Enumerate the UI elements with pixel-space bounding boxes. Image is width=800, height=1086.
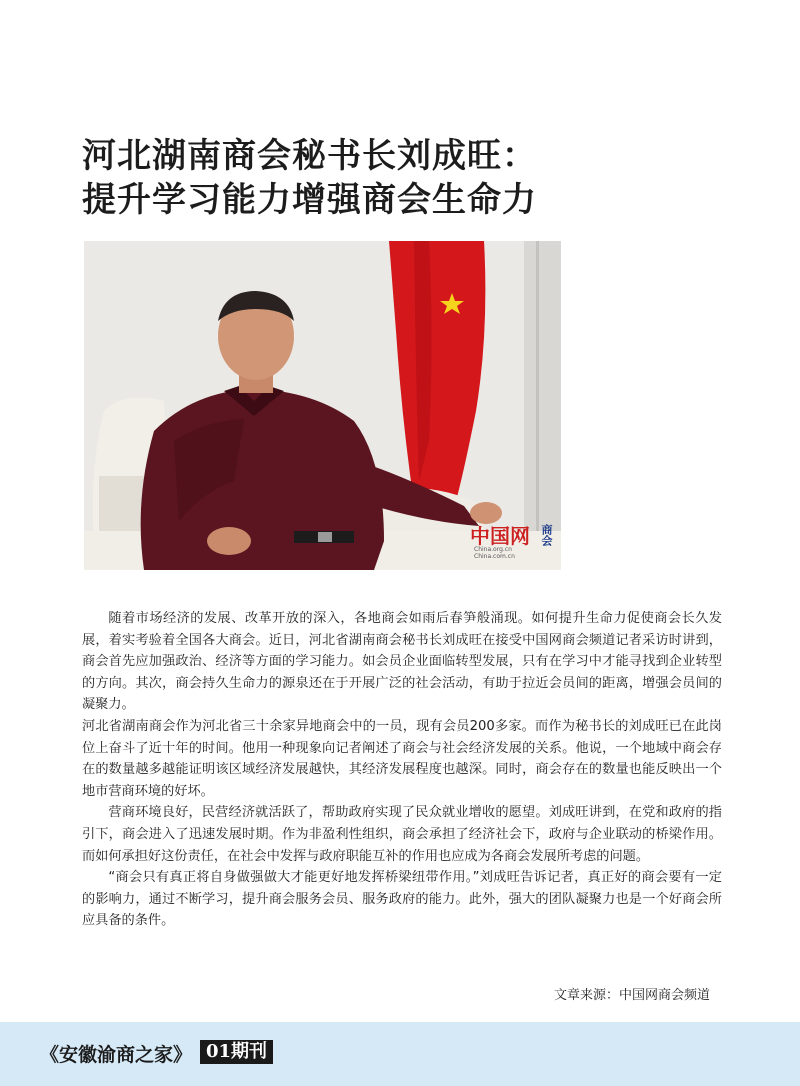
article-body (82, 608, 722, 932)
china-net-watermark (470, 520, 560, 566)
watermark-url-2: China.com.cn (474, 553, 515, 560)
article-source: 文章来源：中国网商会频道 (553, 988, 710, 1003)
page-footer (0, 1022, 800, 1086)
watermark-url-1: China.org.cn (474, 546, 512, 553)
issue-badge: 01期刊 (200, 1040, 273, 1064)
magazine-name: 《安徽渝商之家》 (40, 1044, 193, 1066)
paragraph-3: 营商环境良好，民营经济就活跃了，帮助政府实现了民众就业增收的愿望。刘成旺讲到，在党和政府的指引下，商会进入了迅速发展时期。作为非盈利性组织，商会承担了经济社会下，政府与企业联动的桥梁作用。而如何承担好这份责任，在社会中发挥与政府职能互补的作用也应成为各商会发展所考虑的问题。 (82, 805, 722, 864)
watermark-channel-tag: 商会 (540, 524, 553, 546)
paragraph-4: “商会只有真正将自身做强做大才能更好地发挥桥梁纽带作用。”刘成旺告诉记者，真正好的商会要有一定的影响力，通过不断学习，提升商会服务会员、服务政府的能力。此外，强大的团队凝聚力也是一个好商会所应具备的条件。 (82, 870, 722, 929)
title-line-2: 提升学习能力增强商会生命力 (82, 180, 537, 220)
article-title (82, 134, 537, 222)
paragraph-2: 河北省湖南商会作为河北省三十余家异地商会中的一员，现有会员200多家。而作为秘书长的刘成旺已在此岗位上奋斗了近十年的时间。他用一种现象向记者阐述了商会与社会经济发展的关系。他说，一个地域中商会存在的数量越多越能证明该区域经济发展越快，其经济发展程度也越深。同时，商会存在的数量也能反映出一个地市营商环境的好坏。 (82, 718, 722, 799)
title-line-1: 河北湖南商会秘书长刘成旺： (82, 136, 537, 176)
paragraph-1: 随着市场经济的发展、改革开放的深入，各地商会如雨后春笋般涌现。如何提升生命力促使商会长久发展，着实考验着全国各大商会。近日，河北省湖南商会秘书长刘成旺在接受中国网商会频道记者采访时讲到，商会首先应加强政治、经济等方面的学习能力。如会员企业面临转型发展，只有在学习中才能寻找到企业转型的方向。其次，商会持久生命力的源泉还在于开展广泛的社会活动，有助于拉近会员间的距离，增强会员间的凝聚力。 (82, 611, 722, 713)
watermark-url (474, 546, 515, 560)
watermark-logo: 中国网 (470, 524, 530, 548)
